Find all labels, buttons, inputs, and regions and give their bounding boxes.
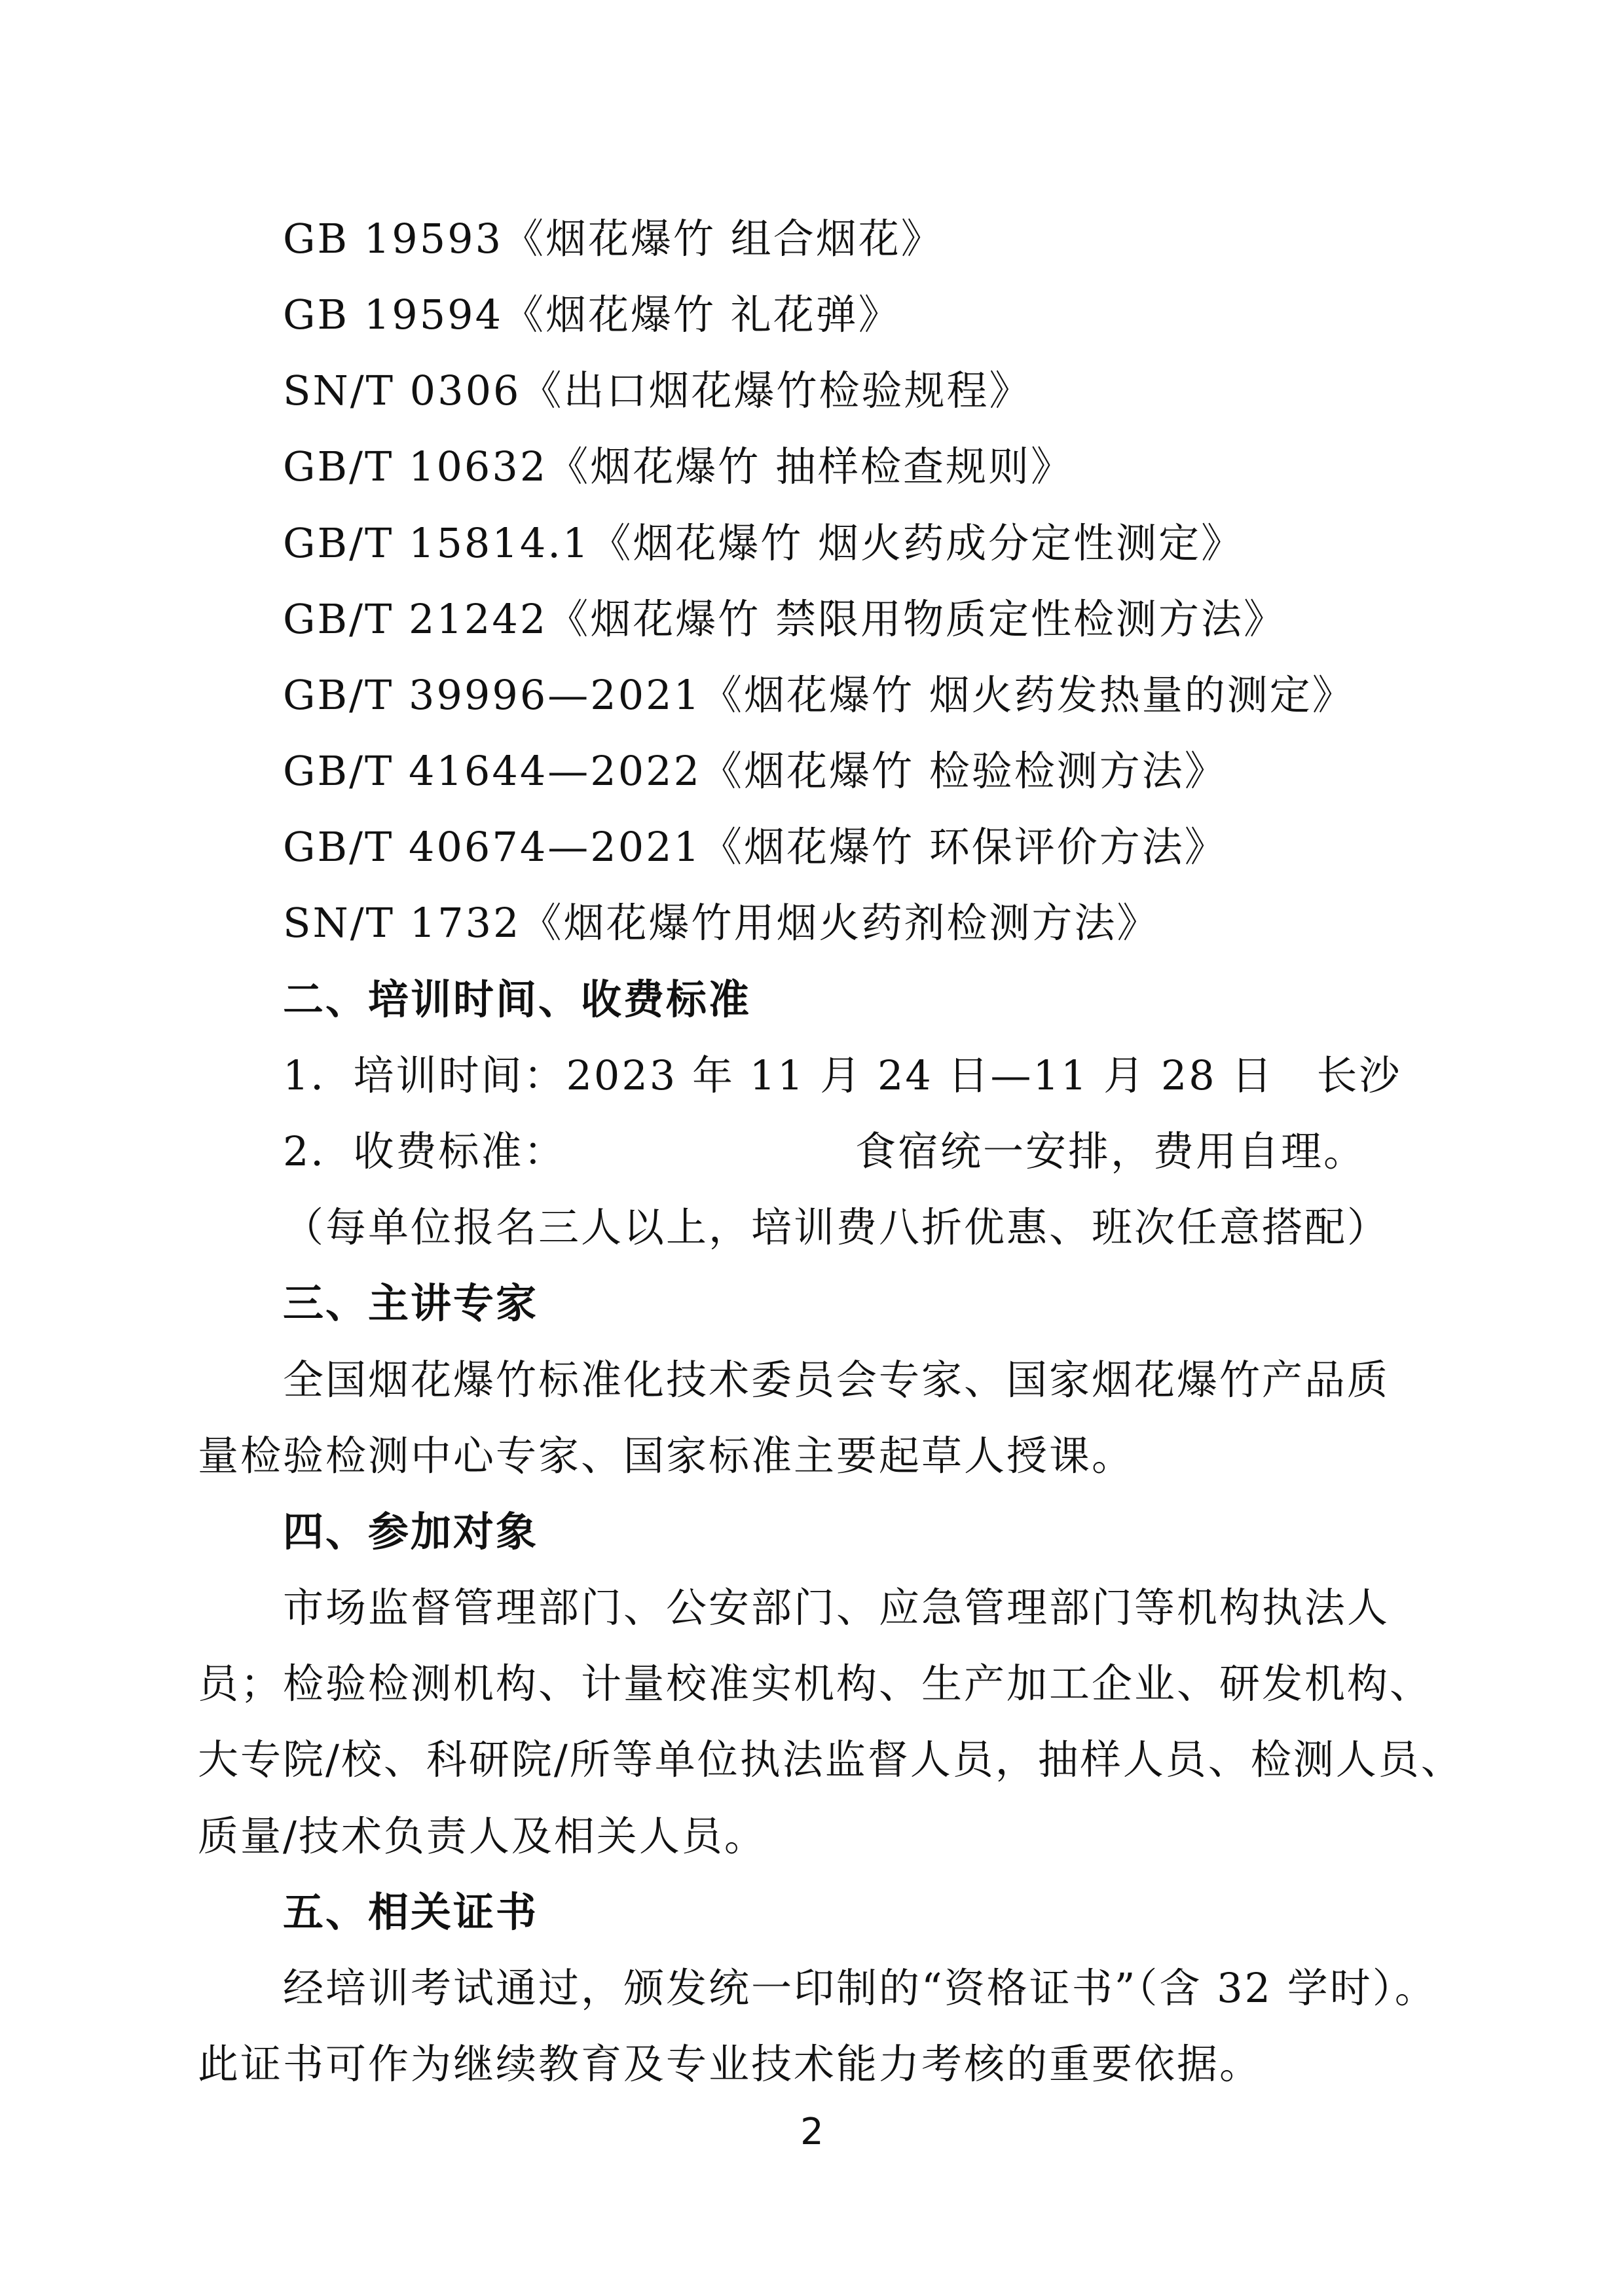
page-number: 2 (800, 2111, 824, 2153)
standard-item: GB/T 10632《烟花爆竹 抽样检查规则》 (283, 443, 1073, 490)
standard-item: SN/T 1732《烟花爆竹用烟火药剂检测方法》 (283, 899, 1160, 947)
standard-item: GB/T 21242《烟花爆竹 禁限用物质定性检测方法》 (283, 595, 1286, 643)
fee-standard-value: 食宿统一安排，费用自理。 (855, 1127, 1367, 1175)
participants-text-line: 员；检验检测机构、计量校准实机构、生产加工企业、研发机构、 (198, 1660, 1433, 1707)
training-time-item: 1．培训时间：2023 年 11 月 24 日—11 月 28 日 长沙 (283, 1051, 1402, 1099)
certificate-text-line: 此证书可作为继续教育及专业技术能力考核的重要依据。 (198, 2040, 1263, 2088)
fee-standard-label: 2．收费标准： (283, 1127, 566, 1175)
standard-item: GB/T 40674—2021《烟花爆竹 环保评价方法》 (283, 823, 1227, 871)
section-heading-certificate: 五、相关证书 (283, 1888, 539, 1936)
participants-text-line: 大专院/校、科研院/所等单位执法监督人员，抽样人员、检测人员、 (198, 1736, 1464, 1783)
experts-text-line: 量检验检测中心专家、国家标准主要起草人授课。 (198, 1432, 1135, 1480)
experts-text-line: 全国烟花爆竹标准化技术委员会专家、国家烟花爆竹产品质 (283, 1356, 1390, 1404)
standard-item: GB 19594《烟花爆竹 礼花弹》 (283, 291, 901, 338)
standard-item: GB/T 15814.1《烟花爆竹 烟火药成分定性测定》 (283, 519, 1244, 567)
section-heading-training-time: 二、培训时间、收费标准 (283, 975, 752, 1023)
standard-item: SN/T 0306《出口烟花爆竹检验规程》 (283, 367, 1032, 414)
participants-text-line: 质量/技术负责人及相关人员。 (198, 1812, 767, 1860)
standard-item: GB/T 41644—2022《烟花爆竹 检验检测方法》 (283, 747, 1227, 795)
fee-standard-item (283, 1125, 1462, 1178)
discount-note: （每单位报名三人以上，培训费八折优惠、班次任意搭配） (283, 1203, 1390, 1251)
section-heading-experts: 三、主讲专家 (283, 1279, 539, 1327)
certificate-text-line: 经培训考试通过，颁发统一印制的“资格证书”（含 32 学时）。 (283, 1964, 1437, 2012)
participants-text-line: 市场监督管理部门、公安部门、应急管理部门等机构执法人 (283, 1584, 1390, 1631)
standard-item: GB/T 39996—2021《烟花爆竹 烟火药发热量的测定》 (283, 671, 1355, 719)
section-heading-participants: 四、参加对象 (283, 1508, 539, 1556)
standard-item: GB 19593《烟花爆竹 组合烟花》 (283, 215, 944, 263)
